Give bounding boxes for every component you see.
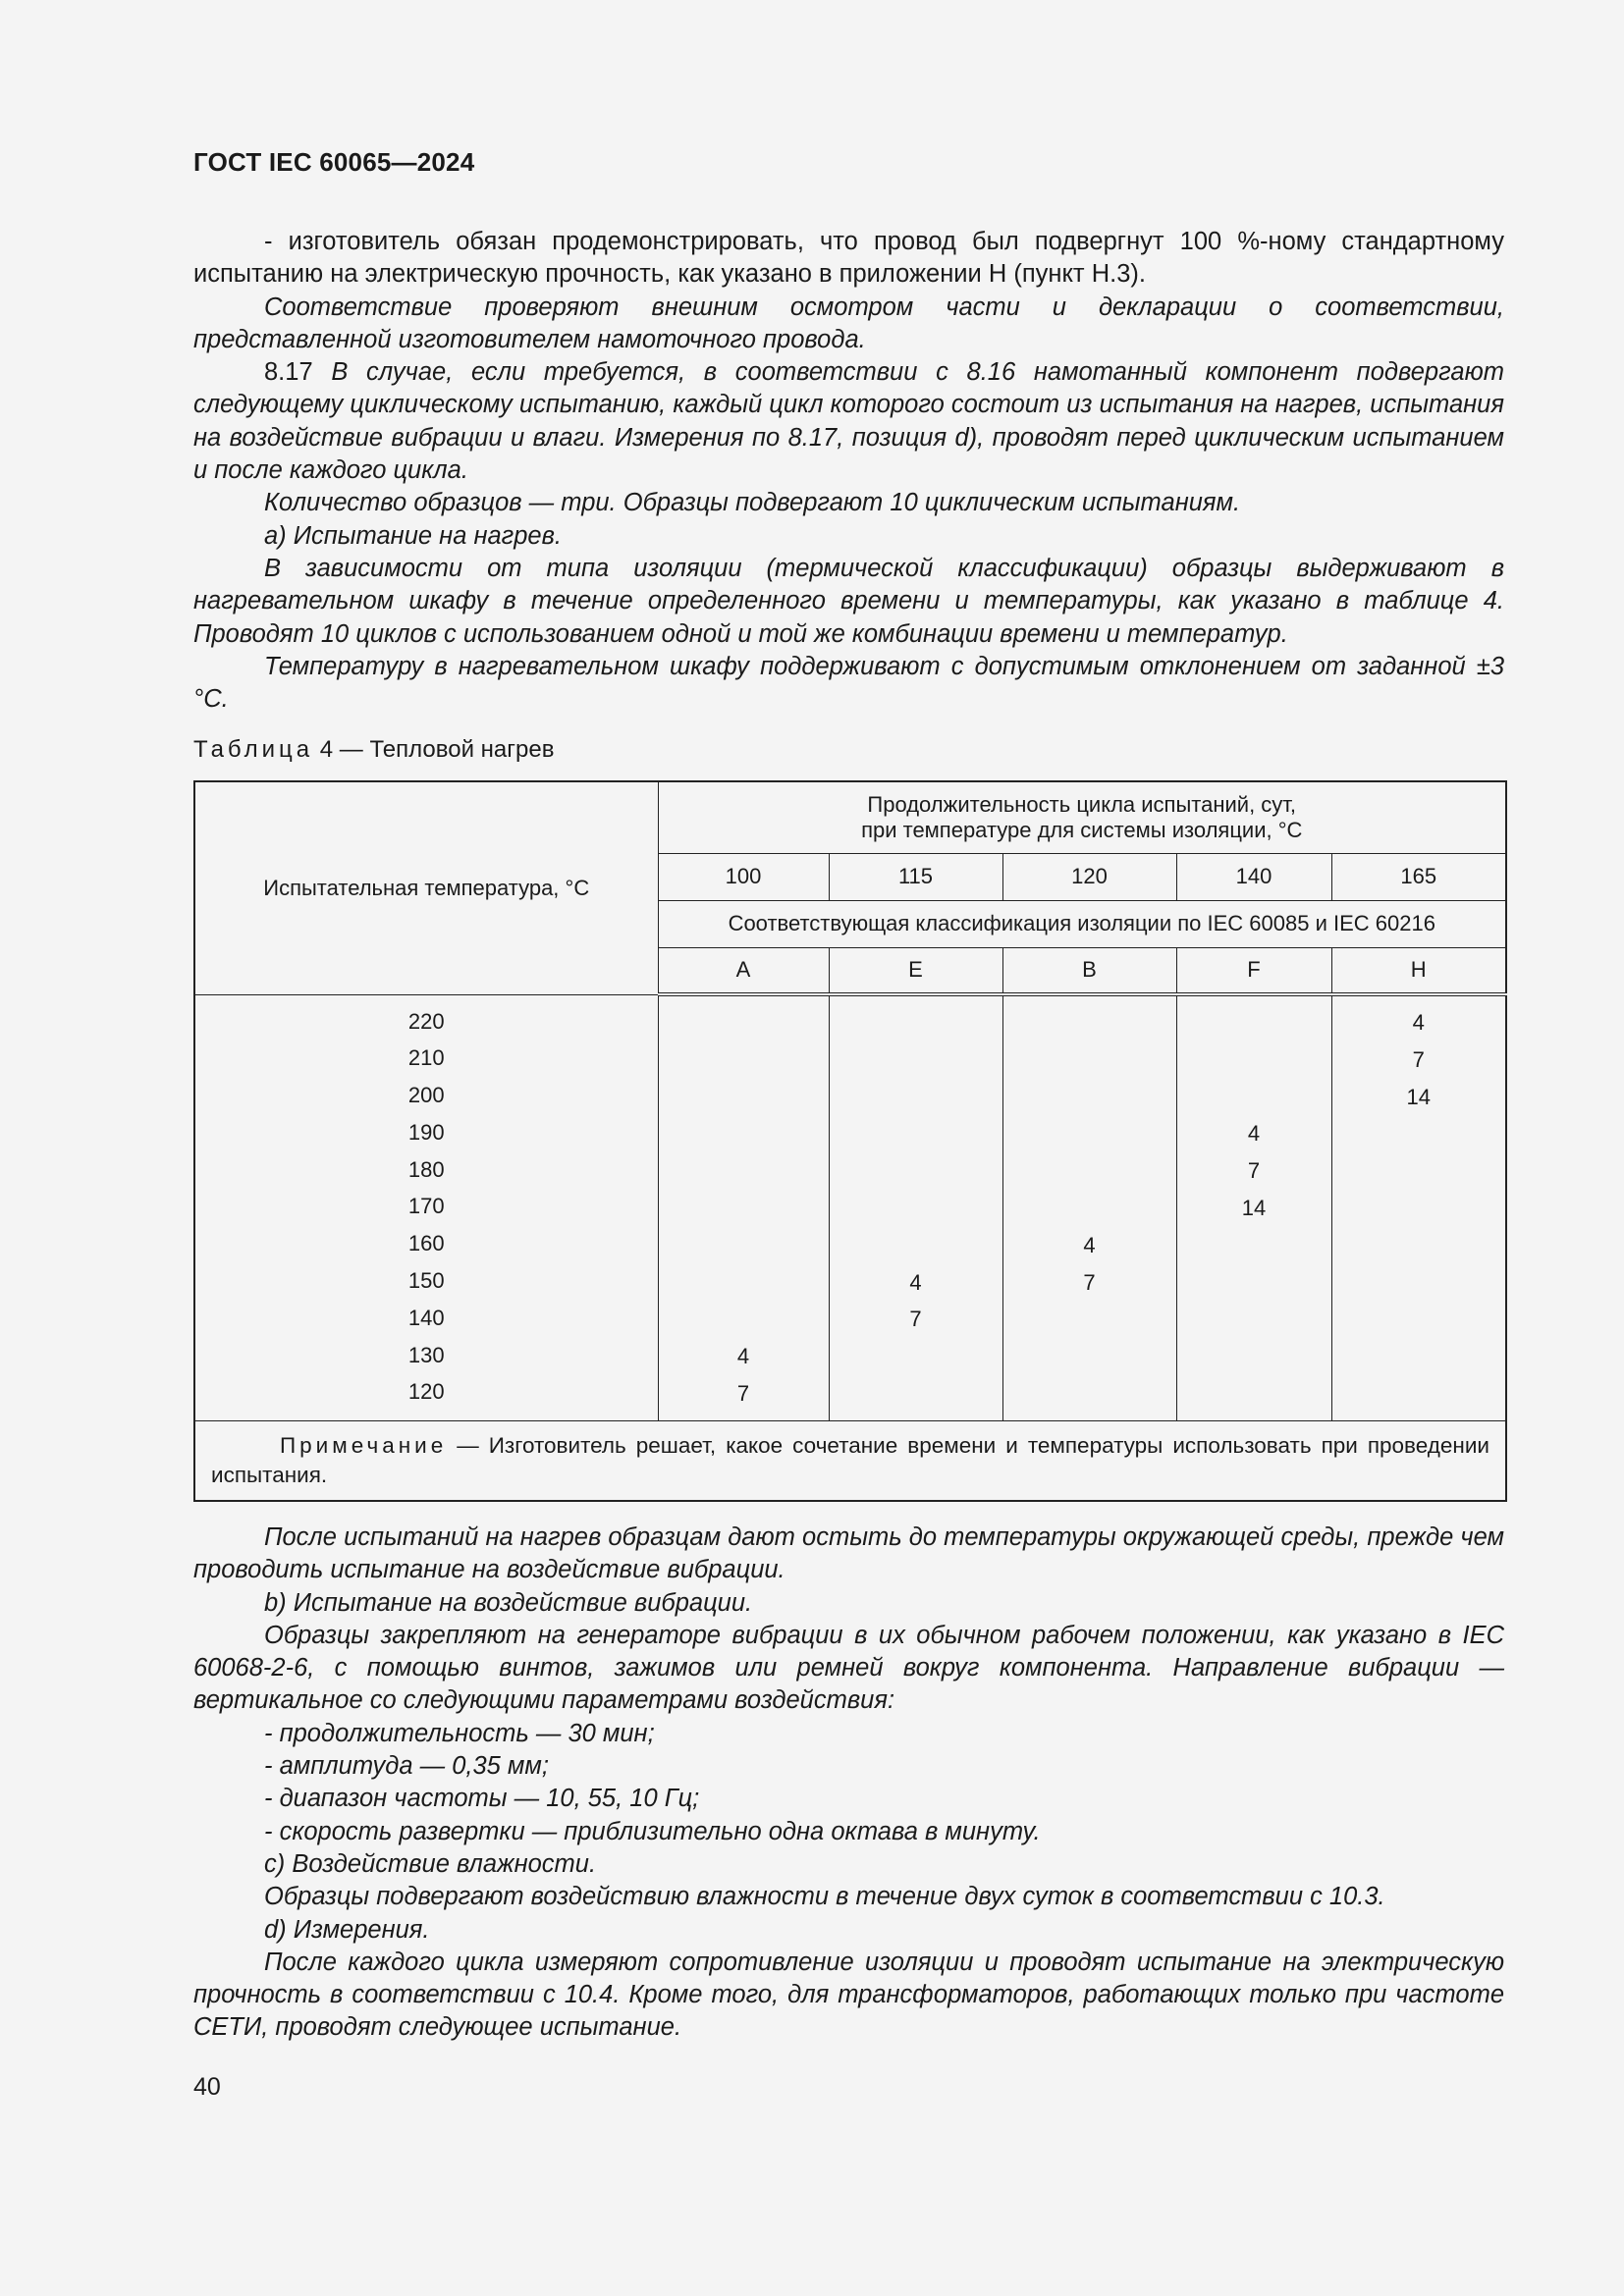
table-cell: [1332, 1264, 1506, 1302]
table-cell: [659, 1115, 829, 1152]
class-cell: В: [1002, 947, 1176, 994]
duration-header: 165: [1331, 853, 1506, 900]
table-cell: [830, 1190, 1002, 1227]
paragraph: Количество образцов — три. Образцы подвергают 10 циклическим испытаниям.: [264, 489, 1241, 517]
paragraph: После каждого цикла измеряют сопротивление изоляции и проводят испытание на электрическую прочность в соответствии с 10.4. Кроме того, для трансформаторов, работающих только при частоте СЕТИ, проводят следующее испытание.: [193, 1948, 1504, 2042]
clause-text: В случае, если требуется, в соответствии с 8.16 намотанный компонент подвергают следующему циклическому испытанию, каждый цикл которого состоит из испытания на нагрев, испытания на воздействие вибрации и влаги. Измерения по 8.17, позиция d), проводят перед циклическим испытанием и после каждого цикла.: [193, 358, 1504, 485]
duration-header: 100: [658, 853, 829, 900]
table-cell: [1177, 1264, 1331, 1302]
table-caption: [193, 736, 554, 764]
duration-header: 115: [829, 853, 1002, 900]
list-item: - диапазон частоты — 10, 55, 10 Гц;: [264, 1785, 700, 1813]
paragraph: Образцы подвергают воздействию влажности в течение двух суток в соответствии с 10.3.: [264, 1883, 1385, 1911]
table-cell: [1177, 1079, 1331, 1116]
table-cell: [830, 1152, 1002, 1190]
table-cell: [1003, 1190, 1176, 1227]
table-cell: [1332, 1190, 1506, 1227]
table-cell: [659, 1041, 829, 1079]
paragraph: Температуру в нагревательном шкафу поддерживают с допустимым отклонением от заданной ±3 °С.: [193, 652, 1504, 714]
temperature-value: 140: [407, 1305, 445, 1330]
value-column: [1002, 994, 1176, 1420]
table-cell: [1003, 1041, 1176, 1079]
paragraph: - изготовитель обязан продемонстрировать, что провод был подвергнут 100 %-ному стандартному испытанию на электрическую прочность, как указано в приложении Н (пункт Н.3).: [193, 228, 1504, 289]
table-cell: [659, 1079, 829, 1116]
table-cell: [1332, 1227, 1506, 1264]
table-container: [193, 780, 1505, 1502]
page-number: 40: [193, 2073, 221, 2101]
temperature-value: 130: [407, 1342, 445, 1367]
temperature-value: 180: [407, 1156, 445, 1182]
temperature-value: 170: [407, 1194, 445, 1219]
clause-number: 8.17: [264, 358, 313, 387]
table-cell: [830, 1338, 1002, 1375]
group-header-line: при температуре для системы изоляции, °С: [861, 817, 1303, 842]
row-header: Испытательная температура, °С: [194, 781, 658, 994]
paragraph: b) Испытание на воздействие вибрации.: [264, 1588, 753, 1617]
group-header-line: Продолжительность цикла испытаний, сут,: [867, 791, 1297, 817]
table-cell: [1003, 1152, 1176, 1190]
table-cell: [1177, 1375, 1331, 1413]
body-text-bottom: [193, 1522, 1504, 2045]
note-text: — Изготовитель решает, какое сочетание времени и температуры использовать при проведении испытания.: [211, 1432, 1489, 1487]
temperature-value: 150: [407, 1268, 445, 1294]
group-header: [658, 781, 1506, 853]
table-cell: 7: [736, 1380, 750, 1406]
table-cell: 4: [1083, 1232, 1096, 1257]
table-cell: 14: [1406, 1084, 1431, 1109]
document-header: ГОСТ IEC 60065—2024: [193, 147, 475, 177]
table-cell: [659, 1264, 829, 1302]
table-cell: [1332, 1115, 1506, 1152]
duration-header: 120: [1002, 853, 1176, 900]
temperature-value: 190: [407, 1119, 445, 1145]
value-column: [1331, 994, 1506, 1420]
table-cell: 7: [1247, 1158, 1261, 1184]
table-cell: [1332, 1338, 1506, 1375]
value-column: [829, 994, 1002, 1420]
class-cell: F: [1176, 947, 1331, 994]
table-cell: [1003, 1375, 1176, 1413]
table-cell: 7: [1083, 1269, 1096, 1295]
paragraph-clause: [193, 356, 1504, 487]
class-header: Соответствующая классификация изоляции по IEC 60085 и IEC 60216: [658, 900, 1506, 947]
temperature-value: 200: [407, 1083, 445, 1108]
table-caption-label: Таблица: [193, 736, 314, 763]
table-cell: [1332, 1301, 1506, 1338]
table-cell: [1003, 1301, 1176, 1338]
paragraph: а) Испытание на нагрев.: [264, 521, 563, 550]
table-cell: [1332, 1152, 1506, 1190]
table-cell: [830, 1227, 1002, 1264]
value-column: [1176, 994, 1331, 1420]
duration-header: 140: [1176, 853, 1331, 900]
temperature-value: 220: [407, 1008, 445, 1034]
list-item: - скорость развертки — приблизительно одна октава в минуту.: [264, 1817, 1041, 1845]
table-note: [194, 1420, 1506, 1501]
table-cell: [830, 1375, 1002, 1413]
paragraph: Соответствие проверяют внешним осмотром части и декларации о соответствии, представленной изготовителем намоточного провода.: [193, 293, 1504, 353]
table-cell: 14: [1241, 1195, 1267, 1220]
class-cell: Е: [829, 947, 1002, 994]
paragraph: В зависимости от типа изоляции (термической классификации) образцы выдерживают в нагревательном шкафу в течение определенного времени и температуры, как указано в таблице 4. Проводят 10 циклов с использованием одной и той же комбинации времени и температур.: [193, 554, 1504, 648]
table-cell: [1177, 1338, 1331, 1375]
table-cell: [1003, 1004, 1176, 1041]
table-cell: 7: [909, 1307, 922, 1332]
paragraph: с) Воздействие влажности.: [264, 1849, 597, 1878]
table-cell: 7: [1412, 1046, 1425, 1072]
table-cell: [1177, 1004, 1331, 1041]
table-cell: [1003, 1338, 1176, 1375]
class-cell: Н: [1331, 947, 1506, 994]
paragraph: Образцы закрепляют на генераторе вибрации в их обычном рабочем положении, как указано в IEC 60068-2-6, с помощью винтов, зажимов или ремней вокруг компонента. Направление вибрации — вертикальное со следующими параметрами воздействия:: [193, 1621, 1504, 1715]
table-cell: [659, 1301, 829, 1338]
table-cell: [1332, 1375, 1506, 1413]
table-cell: [1177, 1227, 1331, 1264]
temperature-value: 120: [407, 1379, 445, 1405]
temperature-column: [194, 994, 658, 1420]
table-cell: [1003, 1115, 1176, 1152]
note-label: Примечание: [280, 1432, 448, 1458]
table-caption-title: 4 — Тепловой нагрев: [313, 736, 555, 763]
table-cell: [830, 1115, 1002, 1152]
body-text-top: [193, 226, 1504, 716]
table-cell: [659, 1227, 829, 1264]
temperature-value: 160: [407, 1231, 445, 1256]
table-cell: 4: [1247, 1121, 1261, 1147]
paragraph: d) Измерения.: [264, 1915, 430, 1944]
table-cell: [1003, 1079, 1176, 1116]
list-item: - продолжительность — 30 мин;: [264, 1719, 655, 1747]
table-cell: [830, 1041, 1002, 1079]
table-cell: [1177, 1041, 1331, 1079]
thermal-table: [193, 780, 1507, 1502]
temperature-value: 210: [407, 1045, 445, 1071]
table-cell: [830, 1079, 1002, 1116]
paragraph: После испытаний на нагрев образцам дают остыть до температуры окружающей среды, прежде чем проводить испытание на воздействие вибрации.: [193, 1523, 1504, 1584]
table-cell: [1177, 1301, 1331, 1338]
table-cell: [659, 1004, 829, 1041]
class-cell: А: [658, 947, 829, 994]
table-cell: 4: [1412, 1010, 1425, 1035]
table-cell: [830, 1004, 1002, 1041]
list-item: - амплитуда — 0,35 мм;: [264, 1752, 549, 1781]
value-column: [658, 994, 829, 1420]
table-cell: [659, 1190, 829, 1227]
table-cell: 4: [736, 1344, 750, 1369]
table-cell: [659, 1152, 829, 1190]
table-cell: 4: [909, 1269, 922, 1295]
